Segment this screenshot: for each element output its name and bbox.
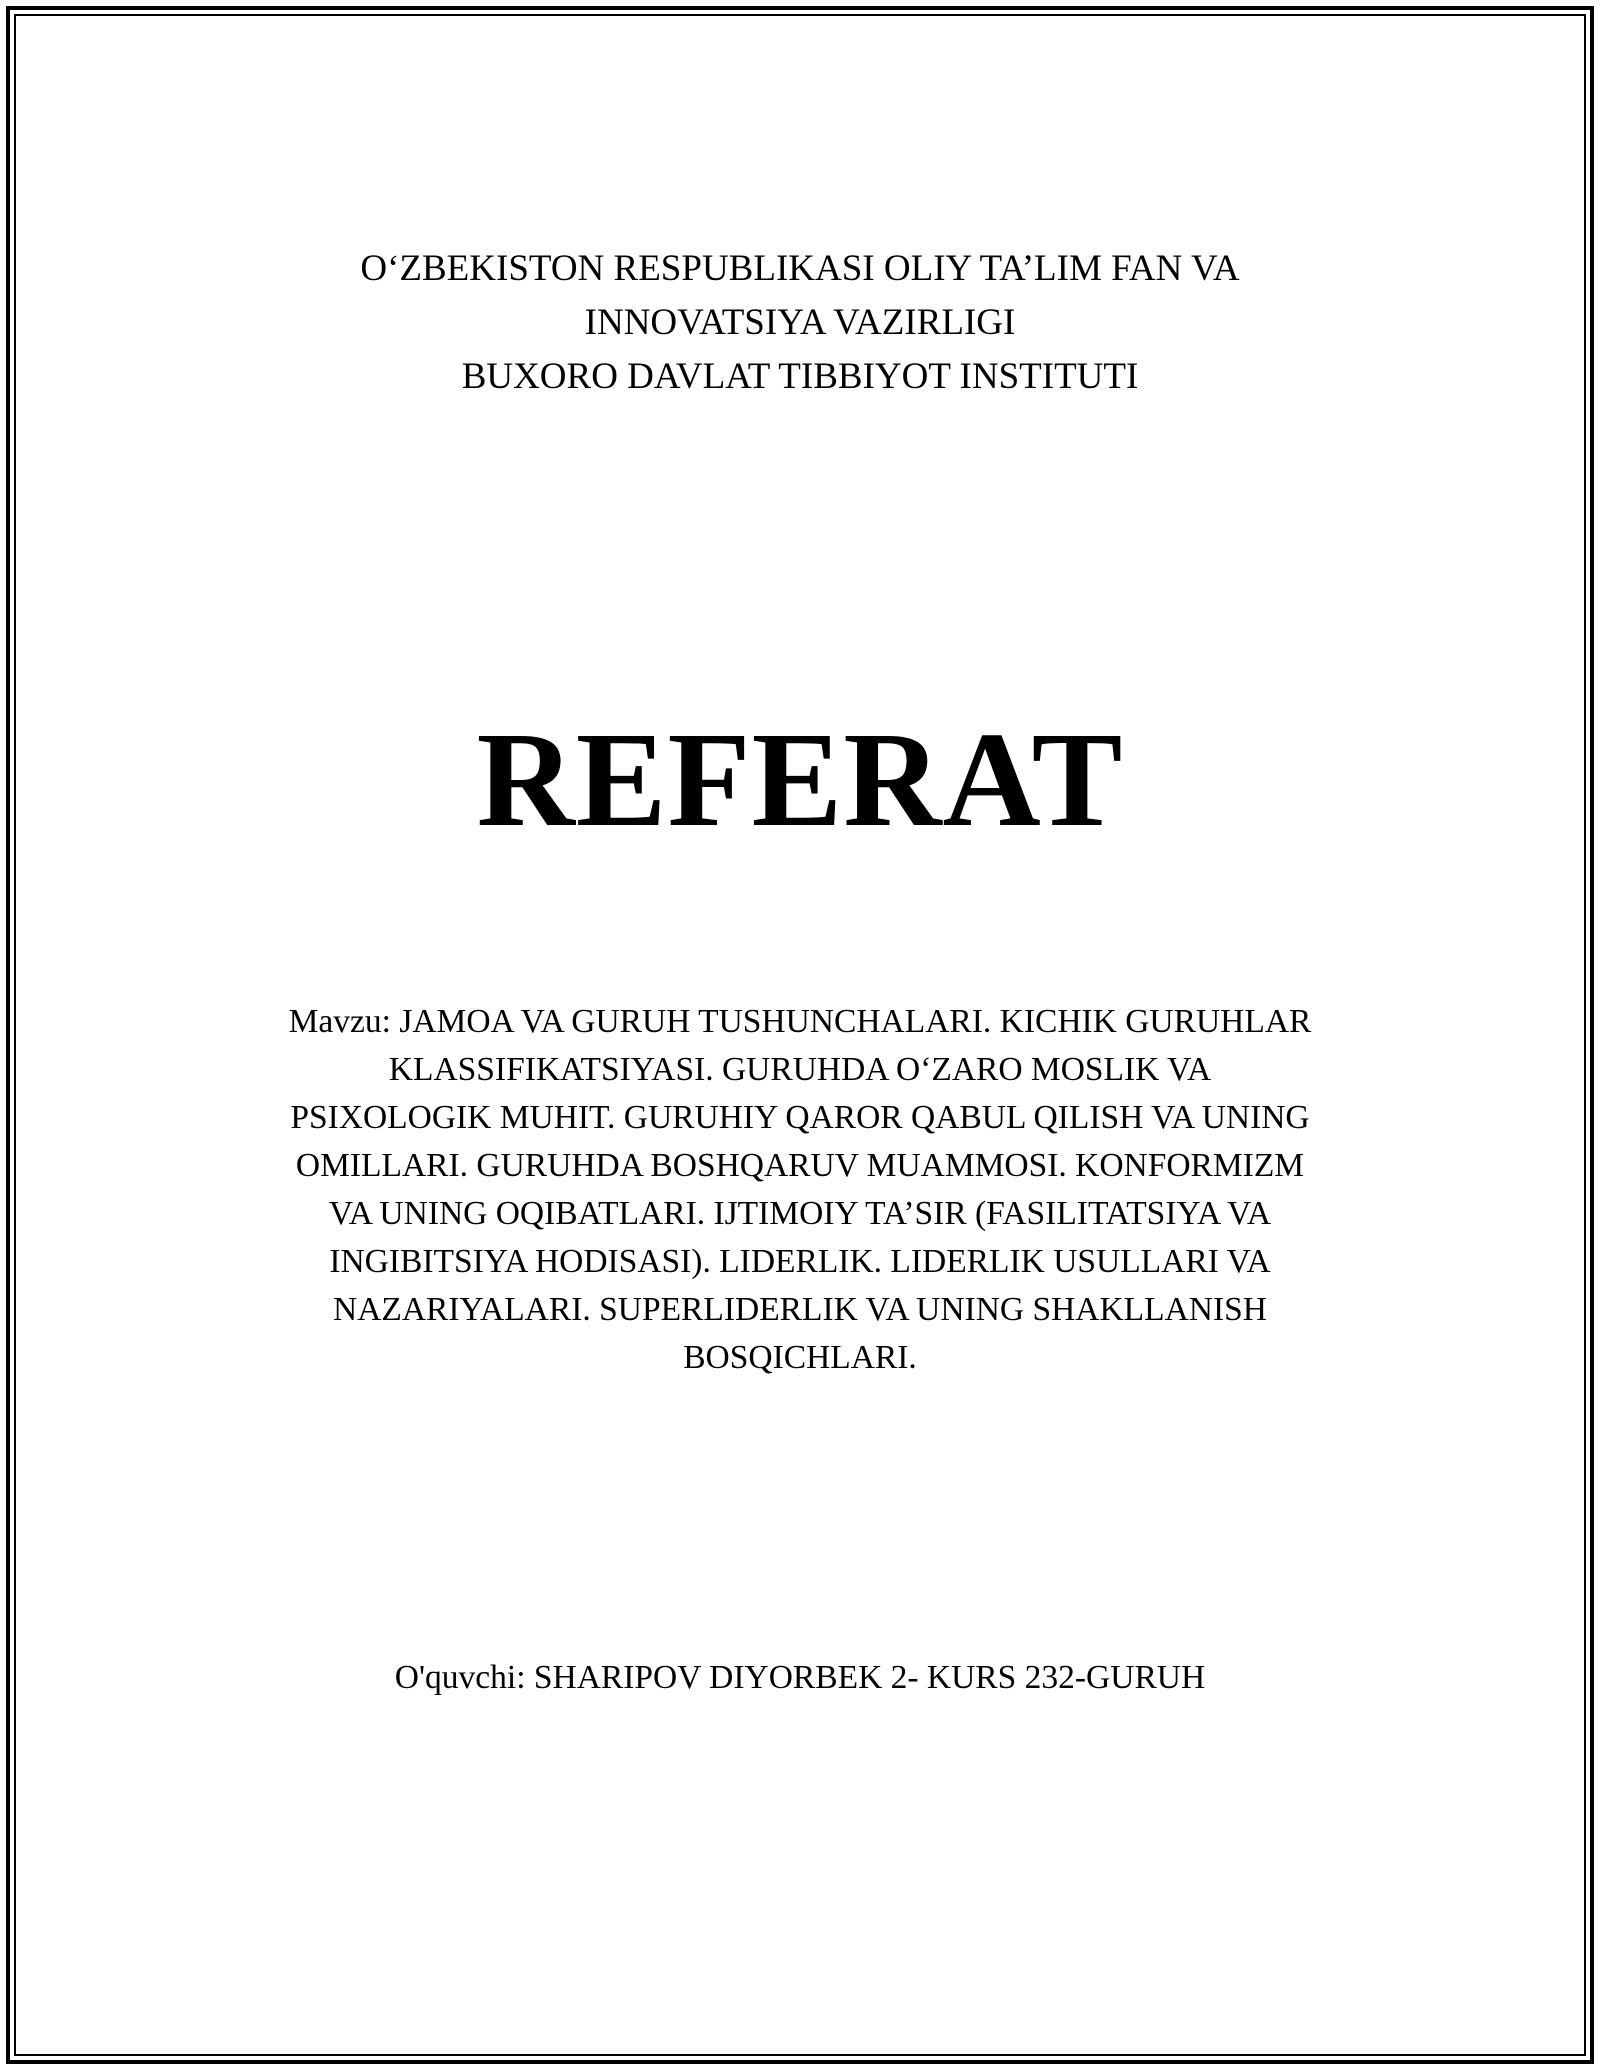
topic-line: PSIXOLOGIK MUHIT. GURUHIY QAROR QABUL QILISH VA UNING bbox=[290, 1099, 1310, 1136]
topic-line: Mavzu: JAMOA VA GURUH TUSHUNCHALARI. KICHIK GURUHLAR bbox=[288, 1003, 1312, 1040]
topic-line: INGIBITSIYA HODISASI). LIDERLIK. LIDERLIK USULLARI VA bbox=[329, 1243, 1271, 1280]
topic-line: OMILLARI. GURUHDA BOSHQARUV MUAMMOSI. KONFORMIZM bbox=[295, 1147, 1305, 1184]
topic-block bbox=[230, 998, 1370, 1382]
topic-line: BOSQICHLARI. bbox=[683, 1339, 917, 1376]
document-title: REFERAT bbox=[476, 705, 1124, 855]
topic-line: VA UNING OQIBATLARI. IJTIMOIY TA’SIR (FASILITATSIYA VA bbox=[328, 1195, 1272, 1232]
topic-line: KLASSIFIKATSIYASI. GURUHDA O‘ZARO MOSLIK VA bbox=[388, 1051, 1212, 1088]
student-info: O'quvchi: SHARIPOV DIYORBEK 2- KURS 232-GURUH bbox=[394, 1659, 1206, 1696]
institution-header bbox=[0, 242, 1600, 404]
topic-line: NAZARIYALARI. SUPERLIDERLIK VA UNING SHAKLLANISH bbox=[333, 1291, 1267, 1328]
header-line-institute: BUXORO DAVLAT TIBBIYOT INSTITUTI bbox=[461, 356, 1139, 397]
header-line-ministry-1: O‘ZBEKISTON RESPUBLIKASI OLIY TA’LIM FAN VA bbox=[360, 248, 1240, 289]
header-line-ministry-2: INNOVATSIYA VAZIRLIGI bbox=[584, 302, 1016, 343]
